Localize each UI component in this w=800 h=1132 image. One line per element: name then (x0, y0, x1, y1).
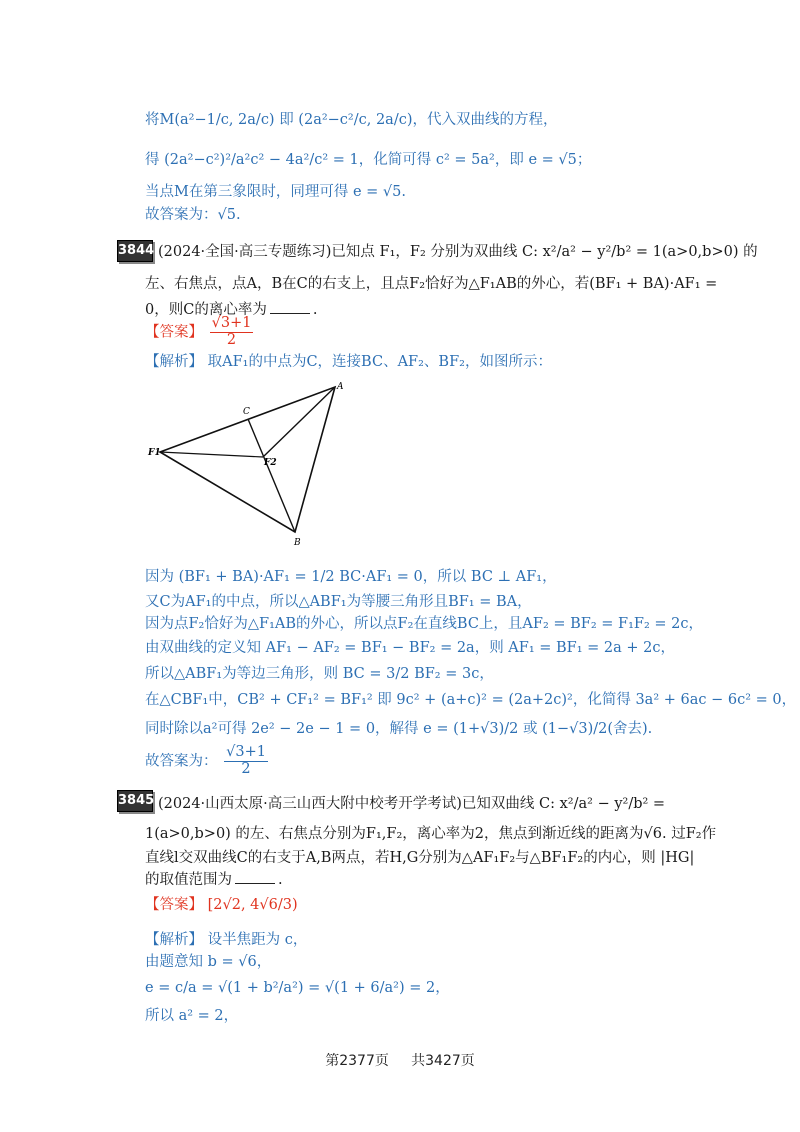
answer-tag: 【答案】 (145, 897, 203, 913)
top-line-2: 得 (2a²−c²)²/a²c² − 4a²/c² = 1，化简可得 c² = 5a²，即 e = √5； (145, 152, 592, 168)
q3845-stem-line-2: 1(a>0,b>0) 的左、右焦点分别为F₁,F₂，离心率为2，焦点到渐近线的距离为√6. 过F₂作 (145, 826, 717, 842)
q3844-step-6: 在△CBF₁中，CB² + CF₁² = BF₁² 即 9c² + (a+c)² = (2a+2c)²，化简得 3a² + 6ac − 6c² = 0， (145, 692, 797, 708)
segment-bc (248, 419, 295, 532)
label-f2: F2 (264, 458, 277, 468)
q3845-analysis-line-3: e = c/a = √(1 + b²/a²) = √(1 + 6/a²) = 2， (145, 980, 450, 996)
q3844-stem-line-3: 0，则C的离心率为 . (145, 302, 318, 318)
q3844-stem-line-1: (2024·全国·高三专题练习)已知点 F₁，F₂ 分别为双曲线 C: x²/a² − y²/b² = 1(a>0,b>0) 的 (158, 244, 758, 260)
geometry-diagram (145, 375, 355, 550)
top-line-4: 故答案为：√5. (145, 207, 241, 223)
page-footer (0, 1050, 800, 1070)
final-answer-fraction (224, 745, 268, 778)
answer-blank (270, 313, 310, 314)
label-a: A (337, 382, 344, 392)
analysis-tag: 【解析】 (145, 932, 203, 948)
analysis-text: 设半焦距为 c， (207, 932, 308, 948)
q3844-step-7: 同时除以a²可得 2e² − 2e − 1 = 0，解得 e = (1+√3)/2 或 (1−√3)/2(舍去). (145, 721, 653, 737)
final-answer-label: 故答案为： (145, 753, 218, 770)
q3845-answer-row (145, 893, 298, 914)
answer-value: [2√2, 4√6/3) (207, 897, 298, 913)
q3844-step-5: 所以△ABF₁为等边三角形，则 BC = 3/2 BF₂ = 3c， (145, 666, 494, 682)
question-number-badge: 3844 (117, 240, 153, 262)
q3844-step-1: 因为 (BF₁ + BA)·AF₁ = 1/2 BC·AF₁ = 0，所以 BC ⊥ AF₁， (145, 569, 557, 585)
label-b: B (294, 538, 301, 548)
q3845-analysis-row (145, 928, 307, 949)
final-answer-numerator: √3+1 (226, 744, 266, 760)
q3844-analysis-row (145, 350, 552, 371)
q3845-stem-line-3: 直线l交双曲线C的右支于A,B两点，若H,G分别为△AF₁F₂与△BF₁F₂的内心，则 |HG| (145, 850, 695, 866)
analysis-tag: 【解析】 (145, 354, 203, 370)
answer-denominator: 2 (226, 331, 237, 348)
q3845-stem-line-4: 的取值范围为 . (145, 872, 283, 888)
segment-af2 (263, 387, 335, 457)
q3844-step-4: 由双曲线的定义知 AF₁ − AF₂ = BF₁ − BF₂ = 2a，则 AF₁ = BF₁ = 2a + 2c， (145, 640, 675, 656)
page-number: 第2377页 (325, 1053, 389, 1069)
q3844-stem-line-3-text: 0，则C的离心率为 (145, 302, 267, 318)
answer-fraction (210, 316, 254, 349)
q3844-step-3: 因为点F₂恰好为△F₁AB的外心，所以点F₂在直线BC上，且AF₂ = BF₂ = F₁F₂ = 2c， (145, 616, 703, 632)
q3845-stem-line-1: (2024·山西太原·高三山西大附中校考开学考试)已知双曲线 C: x²/a² − y²/b² = (158, 796, 666, 812)
total-pages: 共3427页 (411, 1053, 475, 1069)
q3845-analysis-line-2: 由题意知 b = √6， (145, 954, 272, 970)
label-c: C (243, 407, 250, 417)
segment-f1f2 (160, 452, 263, 457)
answer-numerator: √3+1 (211, 315, 252, 331)
q3844-answer-row (145, 316, 255, 349)
q3845-analysis-line-4: 所以 a² = 2， (145, 1008, 239, 1024)
answer-tag: 【答案】 (145, 324, 203, 341)
top-line-1: 将M(a²−1/c, 2a/c) 即 (2a²−c²/c, 2a/c)，代入双曲线的方程， (145, 112, 558, 128)
answer-blank (235, 883, 275, 884)
final-answer-denominator: 2 (241, 760, 251, 777)
q3844-step-8 (145, 745, 270, 778)
analysis-text: 取AF₁的中点为C，连接BC、AF₂、BF₂，如图所示： (207, 354, 552, 370)
label-f1: F1 (148, 448, 161, 458)
q3845-stem-line-4-text: 的取值范围为 (145, 872, 232, 888)
q3844-step-2: 又C为AF₁的中点，所以△ABF₁为等腰三角形且BF₁ = BA， (145, 594, 532, 610)
top-line-3: 当点M在第三象限时，同理可得 e = √5. (145, 184, 406, 200)
q3844-stem-line-2: 左、右焦点，点A，B在C的右支上，且点F₂恰好为△F₁AB的外心，若(BF₁ + BA)·AF₁ = (145, 276, 718, 292)
question-number-badge: 3845 (117, 790, 153, 812)
